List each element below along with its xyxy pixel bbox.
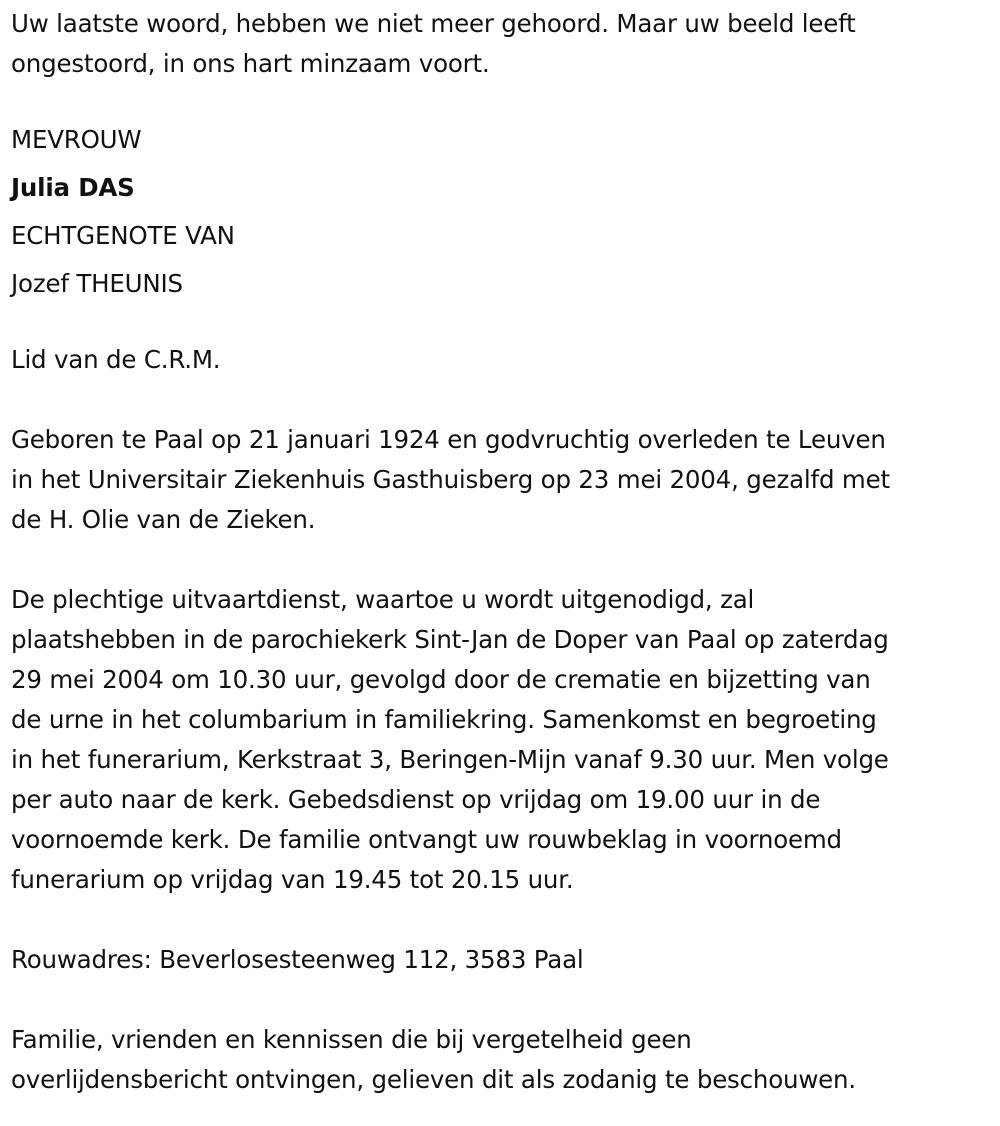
mourning-address: Rouwadres: Beverlosesteenweg 112, 3583 Paal — [11, 945, 584, 974]
membership-block — [11, 340, 991, 380]
membership-text: Lid van de C.R.M. — [11, 345, 221, 374]
poem-block — [11, 4, 991, 84]
closing-line: Familie, vrienden en kennissen die bij vergetelheid geen — [11, 1025, 692, 1054]
spacer — [11, 380, 991, 420]
funeral-line: in het funerarium, Kerkstraat 3, Beringen-Mijn vanaf 9.30 uur. Men volge — [11, 745, 889, 774]
closing-line: overlijdensbericht ontvingen, gelieven dit als zodanig te beschouwen. — [11, 1065, 856, 1094]
closing-block — [11, 1020, 991, 1100]
address-block — [11, 940, 991, 980]
spacer — [11, 980, 991, 1020]
funeral-line: de urne in het columbarium in familiekring. Samenkomst en begroeting — [11, 705, 877, 734]
birth-death-line: Geboren te Paal op 21 januari 1924 en godvruchtig overleden te Leuven — [11, 425, 886, 454]
spacer — [11, 540, 991, 580]
birth-death-line: in het Universitair Ziekenhuis Gasthuisberg op 23 mei 2004, gezalfd met — [11, 465, 890, 494]
spacer — [11, 900, 991, 940]
relation-label: ECHTGENOTE VAN — [11, 221, 235, 250]
poem-line: Uw laatste woord, hebben we niet meer gehoord. Maar uw beeld leeft — [11, 9, 856, 38]
obituary-notice — [11, 4, 991, 1100]
funeral-block — [11, 580, 991, 900]
name-block — [11, 116, 991, 308]
poem-line: ongestoord, in ons hart minzaam voort. — [11, 49, 490, 78]
spacer — [11, 84, 991, 116]
birth-death-line: de H. Olie van de Zieken. — [11, 505, 316, 534]
funeral-line: voornoemde kerk. De familie ontvangt uw rouwbeklag in voornoemd — [11, 825, 842, 854]
spouse-name: Jozef THEUNIS — [11, 269, 183, 298]
funeral-line: funerarium op vrijdag van 19.45 tot 20.15 uur. — [11, 865, 574, 894]
funeral-line: De plechtige uitvaartdienst, waartoe u wordt uitgenodigd, zal — [11, 585, 755, 614]
spacer — [11, 308, 991, 340]
funeral-line: 29 mei 2004 om 10.30 uur, gevolgd door de crematie en bijzetting van — [11, 665, 871, 694]
funeral-line: plaatshebben in de parochiekerk Sint-Jan de Doper van Paal op zaterdag — [11, 625, 889, 654]
funeral-line: per auto naar de kerk. Gebedsdienst op vrijdag om 19.00 uur in de — [11, 785, 821, 814]
deceased-name: Julia DAS — [11, 173, 135, 202]
honorific-title: MEVROUW — [11, 125, 142, 154]
birth-death-block — [11, 420, 991, 540]
